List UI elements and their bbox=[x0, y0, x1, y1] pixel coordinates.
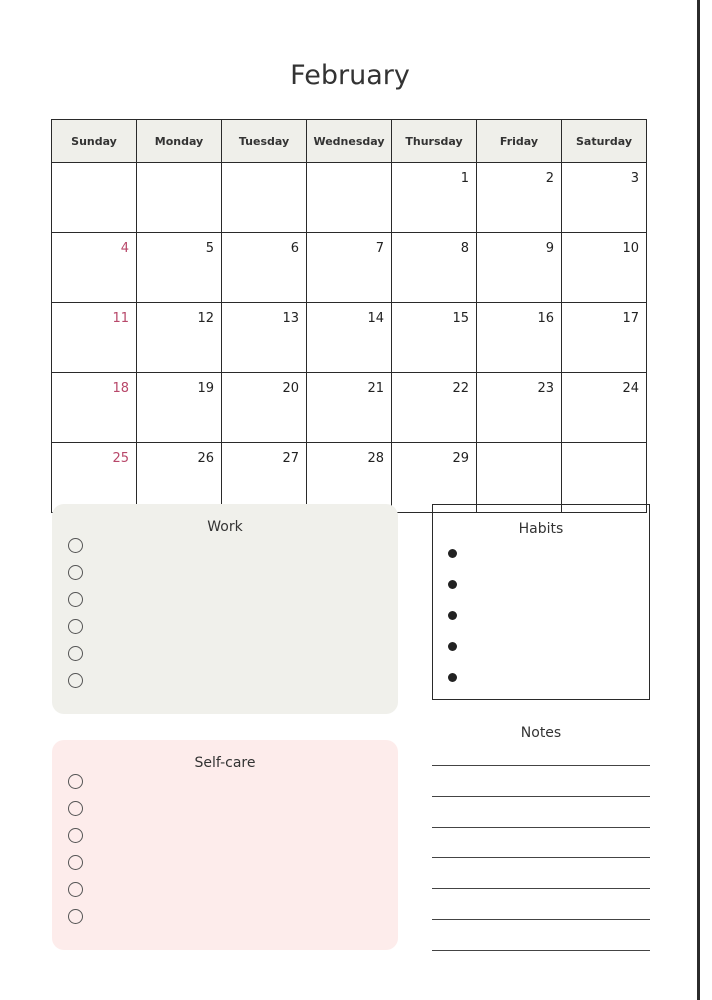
weekday-header: Wednesday bbox=[307, 120, 392, 163]
calendar-week-row bbox=[52, 303, 647, 373]
checklist-item bbox=[68, 882, 83, 909]
checkbox-circle-icon[interactable] bbox=[68, 855, 83, 870]
checkbox-circle-icon[interactable] bbox=[68, 673, 83, 688]
day-cell[interactable]: 25 bbox=[52, 443, 137, 513]
note-line[interactable] bbox=[432, 950, 650, 981]
day-cell[interactable]: 29 bbox=[392, 443, 477, 513]
day-cell[interactable]: 2 bbox=[477, 163, 562, 233]
habits-list bbox=[448, 549, 457, 704]
day-cell[interactable] bbox=[137, 163, 222, 233]
checklist-item bbox=[68, 619, 83, 646]
note-line[interactable] bbox=[432, 827, 650, 858]
calendar-week-row bbox=[52, 373, 647, 443]
weekday-header: Friday bbox=[477, 120, 562, 163]
checkbox-circle-icon[interactable] bbox=[68, 801, 83, 816]
bullet-icon bbox=[448, 673, 457, 682]
day-cell[interactable]: 24 bbox=[562, 373, 647, 443]
checkbox-circle-icon[interactable] bbox=[68, 565, 83, 580]
day-cell[interactable]: 15 bbox=[392, 303, 477, 373]
checklist-item bbox=[68, 801, 83, 828]
day-cell[interactable]: 6 bbox=[222, 233, 307, 303]
checkbox-circle-icon[interactable] bbox=[68, 828, 83, 843]
notes-lines bbox=[432, 765, 650, 981]
day-cell[interactable] bbox=[222, 163, 307, 233]
habits-box bbox=[432, 504, 650, 700]
day-cell[interactable] bbox=[562, 443, 647, 513]
calendar-grid bbox=[51, 119, 647, 513]
checklist-item bbox=[68, 909, 83, 936]
weekday-header: Saturday bbox=[562, 120, 647, 163]
note-line[interactable] bbox=[432, 888, 650, 919]
checklist-item bbox=[68, 592, 83, 619]
checkbox-circle-icon[interactable] bbox=[68, 882, 83, 897]
note-line[interactable] bbox=[432, 765, 650, 796]
day-cell[interactable] bbox=[52, 163, 137, 233]
day-cell[interactable]: 16 bbox=[477, 303, 562, 373]
habits-title: Habits bbox=[518, 521, 564, 537]
day-cell[interactable]: 27 bbox=[222, 443, 307, 513]
bullet-icon bbox=[448, 611, 457, 620]
day-cell[interactable]: 19 bbox=[137, 373, 222, 443]
note-line[interactable] bbox=[432, 857, 650, 888]
note-line[interactable] bbox=[432, 796, 650, 827]
day-cell[interactable]: 28 bbox=[307, 443, 392, 513]
day-cell[interactable]: 8 bbox=[392, 233, 477, 303]
weekday-header: Tuesday bbox=[222, 120, 307, 163]
note-line[interactable] bbox=[432, 919, 650, 950]
day-cell[interactable] bbox=[307, 163, 392, 233]
day-cell[interactable]: 21 bbox=[307, 373, 392, 443]
day-cell[interactable]: 18 bbox=[52, 373, 137, 443]
self-care-panel bbox=[52, 740, 398, 950]
month-title: February bbox=[290, 60, 410, 91]
day-cell[interactable]: 14 bbox=[307, 303, 392, 373]
calendar-week-row bbox=[52, 163, 647, 233]
habit-item[interactable] bbox=[448, 642, 457, 673]
habit-item[interactable] bbox=[448, 673, 457, 704]
checkbox-circle-icon[interactable] bbox=[68, 646, 83, 661]
day-cell[interactable]: 13 bbox=[222, 303, 307, 373]
self-care-title: Self-care bbox=[194, 755, 256, 771]
checkbox-circle-icon[interactable] bbox=[68, 538, 83, 553]
checkbox-circle-icon[interactable] bbox=[68, 774, 83, 789]
work-checklist bbox=[68, 538, 83, 700]
checklist-item bbox=[68, 565, 83, 592]
work-title: Work bbox=[207, 519, 243, 535]
page-edge-border bbox=[697, 0, 700, 1000]
work-panel bbox=[52, 504, 398, 714]
day-cell[interactable]: 5 bbox=[137, 233, 222, 303]
day-cell[interactable]: 10 bbox=[562, 233, 647, 303]
checklist-item bbox=[68, 774, 83, 801]
habit-item[interactable] bbox=[448, 580, 457, 611]
bullet-icon bbox=[448, 549, 457, 558]
notes-title: Notes bbox=[520, 725, 562, 741]
self-care-checklist bbox=[68, 774, 83, 936]
day-cell[interactable]: 9 bbox=[477, 233, 562, 303]
checklist-item bbox=[68, 855, 83, 882]
day-cell[interactable]: 20 bbox=[222, 373, 307, 443]
habit-item[interactable] bbox=[448, 611, 457, 642]
day-cell[interactable] bbox=[477, 443, 562, 513]
weekday-header: Monday bbox=[137, 120, 222, 163]
bullet-icon bbox=[448, 580, 457, 589]
checklist-item bbox=[68, 673, 83, 700]
bullet-icon bbox=[448, 642, 457, 651]
checkbox-circle-icon[interactable] bbox=[68, 592, 83, 607]
day-cell[interactable]: 17 bbox=[562, 303, 647, 373]
day-cell[interactable]: 26 bbox=[137, 443, 222, 513]
weekday-header-row bbox=[52, 120, 647, 163]
day-cell[interactable]: 1 bbox=[392, 163, 477, 233]
calendar-week-row bbox=[52, 233, 647, 303]
checkbox-circle-icon[interactable] bbox=[68, 619, 83, 634]
day-cell[interactable]: 7 bbox=[307, 233, 392, 303]
checklist-item bbox=[68, 828, 83, 855]
checkbox-circle-icon[interactable] bbox=[68, 909, 83, 924]
day-cell[interactable]: 3 bbox=[562, 163, 647, 233]
weekday-header: Thursday bbox=[392, 120, 477, 163]
habit-item[interactable] bbox=[448, 549, 457, 580]
day-cell[interactable]: 11 bbox=[52, 303, 137, 373]
day-cell[interactable]: 4 bbox=[52, 233, 137, 303]
day-cell[interactable]: 23 bbox=[477, 373, 562, 443]
checklist-item bbox=[68, 646, 83, 673]
checklist-item bbox=[68, 538, 83, 565]
calendar-week-row bbox=[52, 443, 647, 513]
day-cell[interactable]: 22 bbox=[392, 373, 477, 443]
day-cell[interactable]: 12 bbox=[137, 303, 222, 373]
weekday-header: Sunday bbox=[52, 120, 137, 163]
